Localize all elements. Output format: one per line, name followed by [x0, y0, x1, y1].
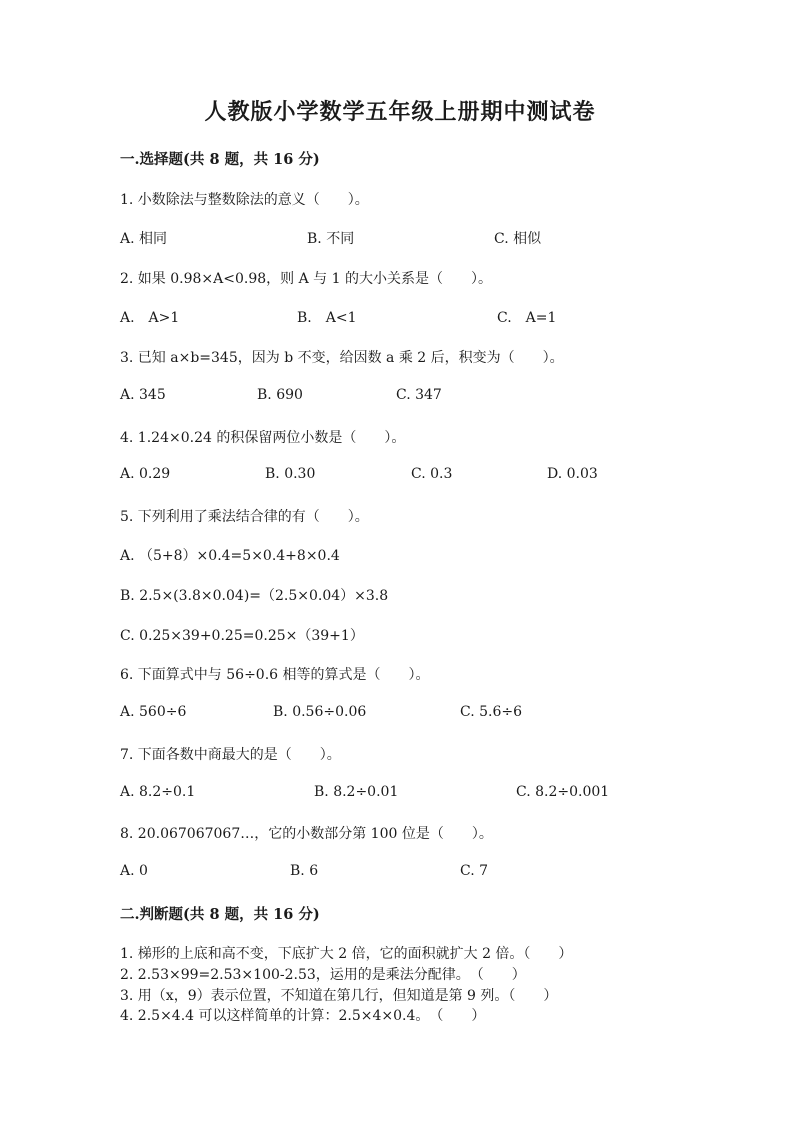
- judgment-item-1: 1. 梯形的上底和高不变，下底扩大 2 倍，它的面积就扩大 2 倍。（ ）: [120, 946, 573, 962]
- question-3: 3. 已知 a×b=345，因为 b 不变，给因数 a 乘 2 后，积变为（ ）。: [120, 350, 564, 366]
- q6-option-b: B. 0.56÷0.06: [273, 704, 367, 720]
- q7-option-b: B. 8.2÷0.01: [314, 784, 399, 800]
- q1-option-a: A. 相同: [120, 231, 168, 247]
- question-5: 5. 下列利用了乘法结合律的有（ ）。: [120, 509, 369, 525]
- section-heading-choice: 一.选择题(共 8 题，共 16 分): [120, 151, 320, 168]
- judgment-item-3: 3. 用（x，9）表示位置，不知道在第几行，但知道是第 9 列。（ ）: [120, 988, 558, 1004]
- section-heading-judgment: 二.判断题(共 8 题，共 16 分): [120, 906, 320, 923]
- q7-option-c: C. 8.2÷0.001: [516, 784, 610, 800]
- q8-option-a: A. 0: [120, 863, 148, 879]
- question-7: 7. 下面各数中商最大的是（ ）。: [120, 747, 341, 763]
- q2-option-c: C. A=1: [497, 310, 557, 326]
- q4-option-d: D. 0.03: [547, 466, 598, 482]
- q1-option-b: B. 不同: [307, 231, 355, 247]
- judgment-item-2: 2. 2.53×99=2.53×100-2.53，运用的是乘法分配律。 （ ）: [120, 967, 526, 983]
- question-1: 1. 小数除法与整数除法的意义（ ）。: [120, 192, 369, 208]
- q5-option-a: A. （5+8）×0.4=5×0.4+8×0.4: [120, 548, 340, 564]
- q7-option-a: A. 8.2÷0.1: [120, 784, 196, 800]
- q4-option-b: B. 0.30: [265, 466, 316, 482]
- q3-option-c: C. 347: [396, 387, 442, 403]
- q1-option-c: C. 相似: [494, 231, 542, 247]
- q5-option-c: C. 0.25×39+0.25=0.25×（39+1）: [120, 628, 364, 644]
- question-8: 8. 20.067067067…，它的小数部分第 100 位是（ ）。: [120, 826, 493, 842]
- q4-option-c: C. 0.3: [411, 466, 453, 482]
- q5-option-b: B. 2.5×(3.8×0.04)=（2.5×0.04）×3.8: [120, 588, 389, 604]
- question-6: 6. 下面算式中与 56÷0.6 相等的算式是（ ）。: [120, 667, 430, 683]
- page-title: 人教版小学数学五年级上册期中测试卷: [204, 99, 596, 125]
- q2-option-b: B. A<1: [297, 310, 357, 326]
- q3-option-b: B. 690: [257, 387, 303, 403]
- q8-option-c: C. 7: [460, 863, 489, 879]
- q8-option-b: B. 6: [290, 863, 319, 879]
- question-2: 2. 如果 0.98×A<0.98，则 A 与 1 的大小关系是（ ）。: [120, 271, 492, 287]
- question-4: 4. 1.24×0.24 的积保留两位小数是（ ）。: [120, 430, 406, 446]
- q4-option-a: A. 0.29: [120, 466, 171, 482]
- q3-option-a: A. 345: [120, 387, 166, 403]
- q2-option-a: A. A>1: [120, 310, 180, 326]
- q6-option-c: C. 5.6÷6: [460, 704, 523, 720]
- q6-option-a: A. 560÷6: [120, 704, 187, 720]
- judgment-item-4: 4. 2.5×4.4 可以这样简单的计算：2.5×4×0.4。 （ ）: [120, 1008, 486, 1024]
